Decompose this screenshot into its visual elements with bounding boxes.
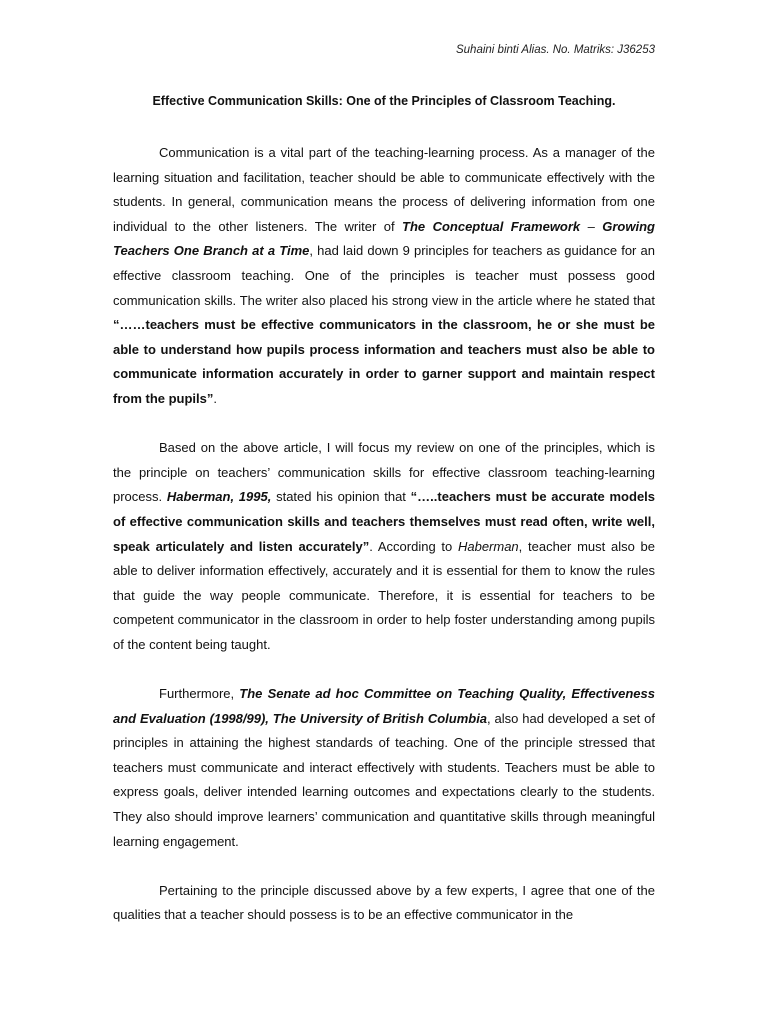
quote-2: “…..teachers must be accurate models of effective communication skills and teachers themselves must read often, write well, speak articulately and listen accurately” bbox=[113, 489, 656, 554]
paragraph-1 bbox=[113, 141, 655, 412]
paragraph-2-text-d: , teacher must also be able to deliver information effectively, accurately and it is essential for them to know the rules that guide the way people communicate. Therefore, it is essential for teachers to be competent communicator in the classroom in order to help foster understanding among pupils of the content being taught. bbox=[113, 538, 655, 652]
paragraph-4 bbox=[113, 879, 655, 928]
citation-ubc-committee: The Senate ad hoc Committee on Teaching Quality, Effectiveness and Evaluation (1998/99), The University of British Columbia bbox=[113, 686, 656, 726]
paragraph-4-text: Pertaining to the principle discussed above by a few experts, I agree that one of the qualities that a teacher should possess is to be an effective communicator in the bbox=[113, 882, 655, 923]
paragraph-2-text-b: stated his opinion that bbox=[271, 489, 411, 505]
paragraph-3 bbox=[113, 682, 655, 854]
paragraph-2-text-c: . According to bbox=[369, 538, 458, 554]
document-body bbox=[113, 141, 655, 953]
paragraph-3-text-b: , also had developed a set of principles in attaining the highest standards of teaching. One of the principle stressed that teachers must communicate and interact effectively with students. Teachers must be able to express goals, deliver intended learning outcomes and expectations clearly to the students. They also should improve learners’ communication and quantitative skills through meaningful learning engagement. bbox=[113, 710, 656, 849]
paragraph-1-end: . bbox=[213, 390, 218, 406]
document-title: Effective Communication Skills: One of the Principles of Classroom Teaching. bbox=[152, 94, 616, 108]
paragraph-2 bbox=[113, 436, 655, 657]
paragraph-1-text-a: Communication is a vital part of the teaching-learning process. As a manager of the learning situation and facilitation, teacher should be able to communicate effectively with the students. In general, communication means the process of delivering information from one individual to the other listeners. The writer of bbox=[113, 145, 655, 234]
cited-work-subtitle: Growing Teachers One Branch at a Time bbox=[113, 218, 655, 259]
paragraph-3-text-a: Furthermore, bbox=[159, 686, 240, 702]
cited-work-title: The Conceptual Framework bbox=[402, 218, 581, 234]
paragraph-1-text-b: , had laid down 9 principles for teachers as guidance for an effective classroom teaching. One of the principles is teacher must possess good communication skills. The writer also placed his strong view in the article where he stated that bbox=[113, 243, 655, 308]
author-header: Suhaini binti Alias. No. Matriks: J36253 bbox=[455, 44, 655, 56]
citation-haberman: Haberman, 1995, bbox=[166, 489, 272, 505]
paragraph-1-dash: – bbox=[580, 218, 603, 234]
paragraph-2-text-a: Based on the above article, I will focus my review on one of the principles, which is the principle on teachers’ communication skills for effective classroom teaching-learning process. bbox=[113, 440, 655, 505]
quote-1: “……teachers must be effective communicators in the classroom, he or she must be able to understand how pupils process information and teachers must also be able to communicate information accurately in order to garner support and maintain respect from the pupils” bbox=[113, 317, 655, 406]
citation-haberman-italic: Haberman bbox=[457, 538, 519, 554]
